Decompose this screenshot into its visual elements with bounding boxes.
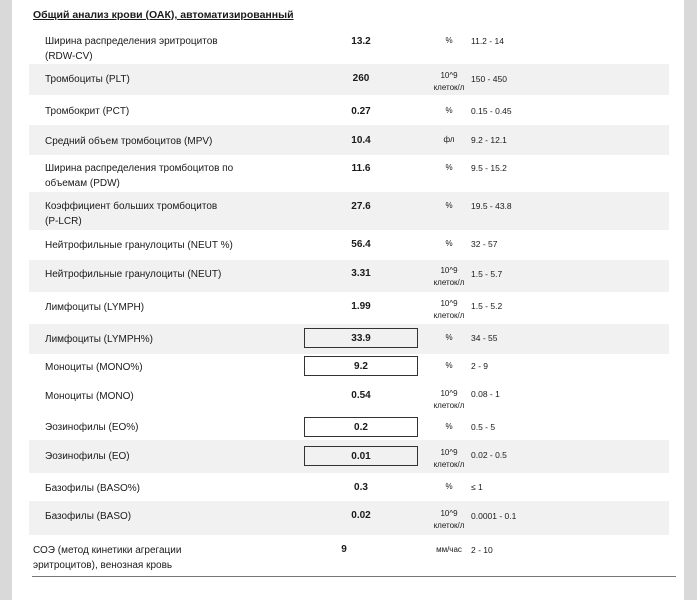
test-name: Эозинофилы (EO) <box>45 451 130 462</box>
test-reference: 0.15 - 0.45 <box>471 106 512 116</box>
test-unit: % <box>445 201 453 210</box>
test-reference: 0.0001 - 0.1 <box>471 511 517 521</box>
table-row <box>29 230 669 260</box>
test-reference: 0.02 - 0.5 <box>471 450 507 460</box>
test-reference: 9.5 - 15.2 <box>471 163 507 173</box>
test-name: Базофилы (BASO) <box>45 511 132 522</box>
table-row <box>29 381 669 413</box>
test-reference: 11.2 - 14 <box>471 36 504 46</box>
test-unit: % <box>445 333 453 342</box>
test-reference: 32 - 57 <box>471 239 498 249</box>
table-row <box>29 413 669 440</box>
test-unit: % <box>445 482 453 491</box>
test-reference: 9.2 - 12.1 <box>471 135 507 145</box>
test-unit: 10^9 клеток/л <box>433 509 465 530</box>
table-row <box>29 125 669 155</box>
test-unit: 10^9 клеток/л <box>433 389 465 410</box>
test-value: 56.4 <box>351 239 371 250</box>
test-name: Моноциты (MONO%) <box>45 362 143 373</box>
test-name: Базофилы (BASO%) <box>45 483 140 494</box>
report-title: Общий анализ крови (ОАК), автоматизированный <box>33 9 294 21</box>
report-page <box>12 0 684 600</box>
flagged-test-value: 33.9 <box>304 328 418 348</box>
test-unit: % <box>445 361 453 370</box>
test-name: Ширина распределения эритроцитов (RDW-CV) <box>45 36 218 62</box>
table-row <box>29 95 669 125</box>
test-reference: 1.5 - 5.2 <box>471 301 503 311</box>
test-name: Тромбоциты (PLT) <box>45 74 130 85</box>
test-value: 1.99 <box>351 301 371 312</box>
test-reference: 0.5 - 5 <box>471 422 496 432</box>
test-name: Тромбокрит (PCT) <box>45 106 130 117</box>
table-row <box>29 324 669 354</box>
test-reference: 1.5 - 5.7 <box>471 269 503 279</box>
test-unit: 10^9 клеток/л <box>433 71 465 92</box>
test-value: 0.3 <box>354 482 368 493</box>
test-unit: фл <box>443 135 455 144</box>
test-reference: 34 - 55 <box>471 333 498 343</box>
test-name: Лимфоциты (LYMPH%) <box>45 334 153 345</box>
flagged-test-value: 0.2 <box>304 417 418 437</box>
test-value: 0.54 <box>351 390 371 401</box>
test-reference: 0.08 - 1 <box>471 389 500 399</box>
test-unit: % <box>445 106 453 115</box>
test-reference: ≤ 1 <box>471 482 483 492</box>
divider <box>32 576 676 577</box>
test-unit: 10^9 клеток/л <box>433 448 465 469</box>
test-unit: 10^9 клеток/л <box>433 266 465 287</box>
table-row <box>29 155 669 192</box>
test-value: 10.4 <box>351 135 371 146</box>
test-reference: 150 - 450 <box>471 74 507 84</box>
test-name: Моноциты (MONO) <box>45 391 134 402</box>
test-unit: мм/час <box>436 545 462 554</box>
table-row <box>29 473 669 501</box>
test-reference: 2 - 9 <box>471 361 489 371</box>
test-unit: % <box>445 422 453 431</box>
flagged-test-value: 0.01 <box>304 446 418 466</box>
test-unit: % <box>445 163 453 172</box>
test-value: 11.6 <box>351 163 371 174</box>
test-reference: 2 - 10 <box>471 545 493 555</box>
flagged-test-value: 9.2 <box>304 356 418 376</box>
test-value: 13.2 <box>351 36 371 47</box>
table-row <box>29 501 669 535</box>
test-value: 9 <box>341 544 347 555</box>
table-row <box>29 64 669 95</box>
test-unit: % <box>445 36 453 45</box>
table-row <box>29 292 669 324</box>
table-row <box>29 260 669 292</box>
test-name: Лимфоциты (LYMPH) <box>45 302 145 313</box>
test-unit: 10^9 клеток/л <box>433 299 465 320</box>
table-row <box>29 192 669 230</box>
test-unit: % <box>445 239 453 248</box>
test-value: 260 <box>352 73 370 84</box>
test-name: Эозинофилы (EO%) <box>45 422 139 433</box>
test-name: Средний объем тромбоцитов (MPV) <box>45 136 213 147</box>
test-name: Ширина распределения тромбоцитов по объемам (PDW) <box>45 163 234 189</box>
test-value: 27.6 <box>351 201 371 212</box>
test-name: Коэффициент больших тромбоцитов (P-LCR) <box>45 201 218 227</box>
table-row <box>29 535 669 575</box>
test-value: 3.31 <box>351 268 371 279</box>
test-value: 0.27 <box>351 106 371 117</box>
test-name: Нейтрофильные гранулоциты (NEUT %) <box>45 240 233 251</box>
table-row <box>29 354 669 381</box>
test-name: Нейтрофильные гранулоциты (NEUT) <box>45 269 222 280</box>
table-row <box>29 440 669 473</box>
test-name: СОЭ (метод кинетики агрегации эритроцитов), венозная кровь <box>33 545 182 571</box>
table-row <box>29 30 669 64</box>
test-value: 0.02 <box>351 510 371 521</box>
test-reference: 19.5 - 43.8 <box>471 201 512 211</box>
